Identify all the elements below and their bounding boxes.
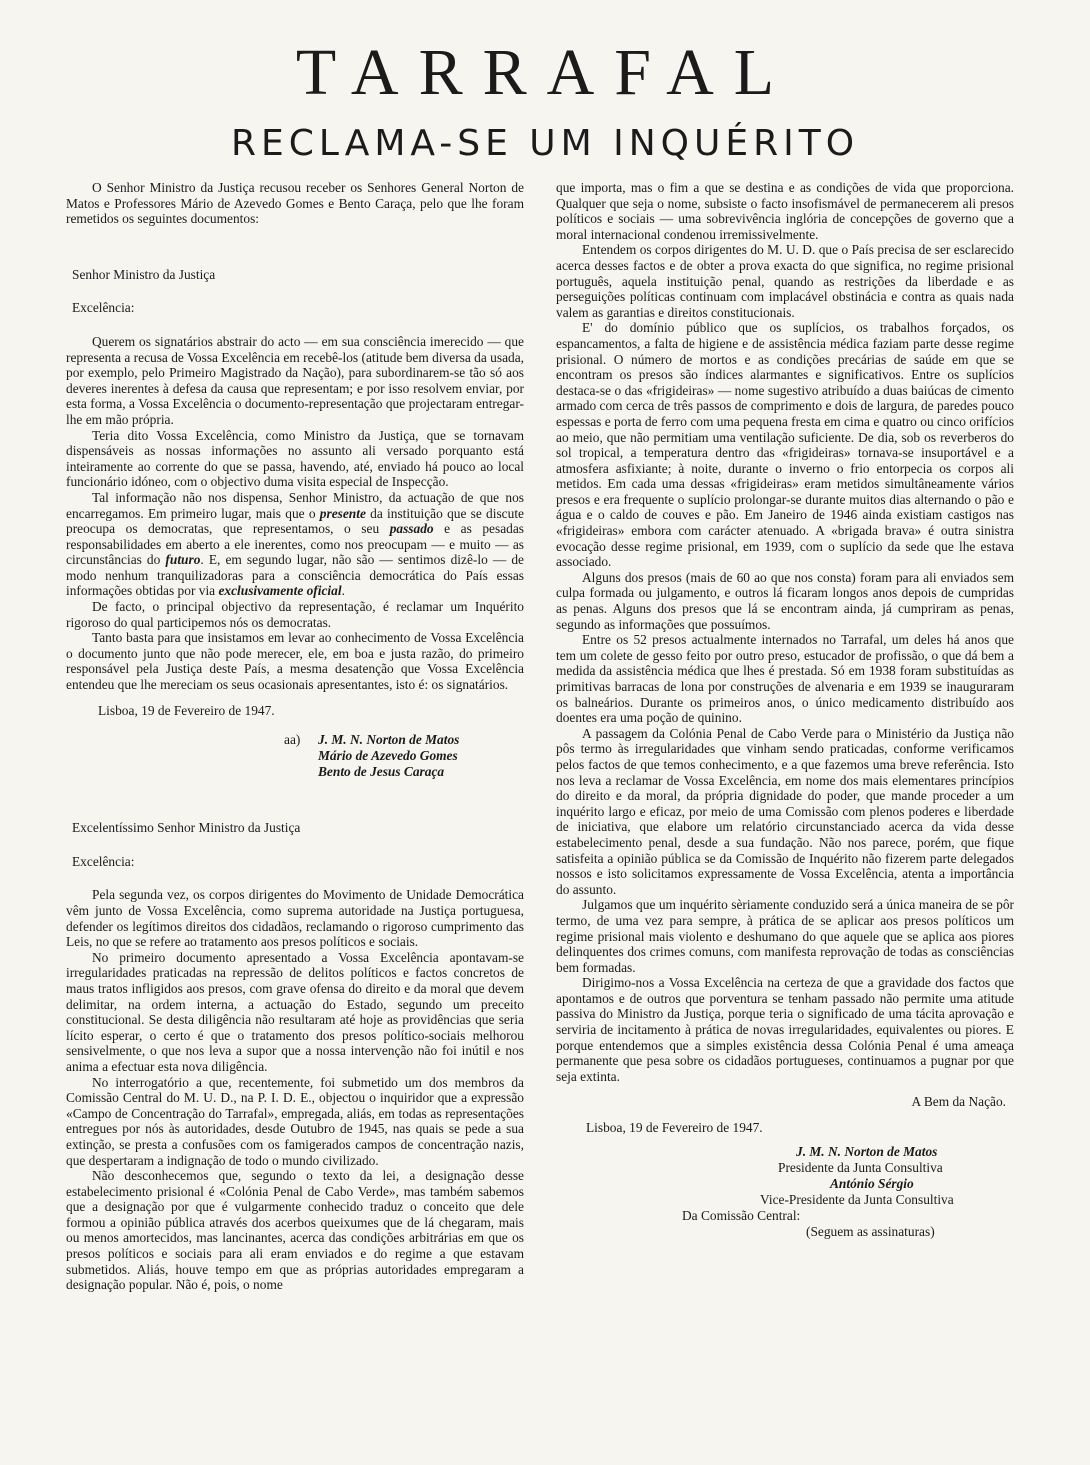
signer-name: J. M. N. Norton de Matos [318,732,460,748]
letter2-paragraph-8: Alguns dos presos (mais de 60 ao que nos consta) foram para ali enviados sem culpa formada ou julgamento, e outros lá ficaram longos anos depois de cumpridas as penas. Alguns dos presos que lá se encontram ainda, já cumpriram as penas, segundo as informações que possuímos. [556,569,1014,632]
signers-prefix: aa) [284,732,301,748]
letter1-signers [284,732,524,780]
letter2-paragraph-3: No interrogatório a que, recentemente, foi submetido um dos membros da Comissão Central do M. U. D., na P. I. D. E., objectou o inquiridor que a expressão «Campo de Concentração do Tarrafal», empregada, aliás, em todas as representações entregues por nós às autoridades, desde Outubro de 1945, nas quais se pede a sua extinção, se presta a confusões com os famigerados campos de concentração nazis, que despertaram a indignação de todo o mundo civilizado. [66,1074,524,1168]
right-column [556,180,1014,1240]
letter2-paragraph-2: No primeiro documento apresentado a Vossa Excelência apontavam-se irregularidades praticadas na repressão de delitos políticos e factos concretos de maus tratos infligidos aos presos, com grave ofensa do direito e da moral que devem delimitar, na ordem interna, a actuação do Estado, segundo um preceito constitucional. Se desta diligência não resultaram até hoje as providências que seria lícito esperar, o certo é que o tratamento dos presos político-sociais melhorou sensivelmente, o que nos leva a supor que a nossa intervenção não foi inútil e nos anima a efectuar esta nova diligência. [66,949,524,1074]
letter1-paragraph-2: Teria dito Vossa Excelência, como Ministro da Justiça, que se tornavam dispensáveis as nossas informações no assunto ali versado porquanto está inteiramente ao corrente do que se passa, havendo, até, enviado há pouco ao local funcionário idóneo, com o objectivo duma visita especial de Inspecção. [66,427,524,490]
signatures-note: (Seguem as assinaturas) [806,1223,935,1239]
page-subtitle: RECLAMA-SE UM INQUÉRITO [230,123,860,164]
letter2-date: Lisboa, 19 de Fevereiro de 1947. [586,1120,763,1136]
signer-name: António Sérgio [830,1175,914,1191]
letter2-salutation: Excelentíssimo Senhor Ministro da Justiça [72,820,301,836]
letter2-greeting: Excelência: [72,853,135,869]
signer-name: Bento de Jesus Caraça [318,764,445,780]
letter2-paragraph-1: Pela segunda vez, os corpos dirigentes do Movimento de Unidade Democrática vêm junto de Vossa Excelência, como suprema autoridade na Justiça portuguesa, defender os legítimos direitos dos cidadãos, reclamando o rigoroso cumprimento das Leis, no que se refere ao tratamento aos presos políticos e sociais. [66,887,524,950]
signer-role: Presidente da Junta Consultiva [778,1159,943,1175]
left-column [66,180,524,1293]
page-title: TARRAFAL [295,36,795,109]
letter2-paragraph-9: Entre os 52 presos actualmente internados no Tarrafal, um deles há anos que tem um colete de gesso feito por outro preso, estucador de profissão, o que dá bem a medida da assistência médica que lhes é prestada. Só em 1938 foram substituídas as primitivas barracas de lona por construções de alvenaria e em 1939 se inauguraram os balneários. Durante os primeiros anos, o único medicamento distribuído aos doentes era uma poção de quinino. [556,632,1014,726]
signer-name: Mário de Azevedo Gomes [318,748,458,764]
commission-label: Da Comissão Central: [682,1207,801,1223]
signer-name: J. M. N. Norton de Matos [796,1143,938,1159]
intro-paragraph: O Senhor Ministro da Justiça recusou receber os Senhores General Norton de Matos e Professores Mário de Azevedo Gomes e Bento Caraça, pelo que lhe foram remetidos os seguintes documentos: [66,180,524,227]
letter1-date: Lisboa, 19 de Fevereiro de 1947. [98,702,275,718]
letter1-paragraph-3: Tal informação não nos dispensa, Senhor Ministro, da actuação de que nos encarregamos. Em primeiro lugar, mais que o presente da instituição que se discute preocupa os democratas, que representamos, o seu passado e as pesadas responsabilidades em aberto a ele inerentes, como nos preocupam — e muito — as circunstâncias do futuro. E, em segundo lugar, não são — sentimos dizê-lo — de modo nenhum tranquilizadoras para a consciência democrática do País essas informações obtidas por via exclusivamente oficial. [66,489,524,599]
letter2-paragraph-10: A passagem da Colónia Penal de Cabo Verde para o Ministério da Justiça não pôs termo às irregularidades que vinham sendo praticadas, conforme verificamos pelos factos de que temos conhecimento, e a que fazemos uma breve referência. Isto nos leva a reclamar de Vossa Excelência, em nome dos mais elementares princípios do direito e da moral, da própria dignidade do poder, que mande proceder a um inquérito largo e eficaz, por meio de uma Comissão com plenos poderes e liberdade de iniciativa, que elabore um relatório circunstanciado acerca da vida desse estabelecimento penal, desde a sua fundação. Não nos parece, porém, que fique satisfeita a opinião pública se da Comissão de Inquérito não fizerem parte delegados nossos e isto solicitamos expressamente de Vossa Excelência, atenta a importância do assunto. [556,725,1014,897]
letter2-paragraph-12: Dirigimo-nos a Vossa Excelência na certeza de que a gravidade dos factos que apontamos e de outros que porventura se tenham passado não permite uma atitude passiva do Ministro da Justiça, porque teria o significado de uma tácita aprovação e serviria de incitamento à prática de novas irregularidades, equivalentes ou piores. E porque entendemos que a simples existência dessa Colónia Penal é uma ameaça permanente que pesa sobre os cidadãos portugueses, continuamos a pugnar por que seja extinta. [556,975,1014,1084]
letter2-paragraph-4: Não desconhecemos que, segundo o texto da lei, a designação desse estabelecimento prisional é «Colónia Penal de Cabo Verde», mas também sabemos que a designação por que é vulgarmente conhecido traduz o conceito que dele formou a opinião pública através dos acerbos queixumes que de lá chegaram, mais ou menos amortecidos, mas lancinantes, acerca das condições arbitrárias em que os presos políticos e sociais para ali eram enviados e do regime a que estavam submetidos. Aliás, houve tempo em que as próprias autoridades empregaram a designação popular. Não é, pois, o nome [66,1168,524,1293]
letter2-signature-block [556,1144,1014,1240]
closing-line: A Bem da Nação. [911,1094,1006,1110]
letter1-paragraph-4: De facto, o principal objectivo da representação, é reclamar um Inquérito rigoroso do qual participemos nós os democratas. [66,599,524,630]
signer-role: Vice-Presidente da Junta Consultiva [760,1191,954,1207]
letter1-salutation: Senhor Ministro da Justiça [72,266,216,282]
letter2-paragraph-11: Julgamos que um inquérito sèriamente conduzido será a única maneira de se pôr termo, de uma vez para sempre, à prática de se aplicar aos presos políticos um regime prisional mais violento e deshumano do que aquele que se aplica aos piores delinquentes dos crimes comuns, com manifesta reprovação de todas as consciências bem formadas. [556,897,1014,975]
letter1-greeting: Excelência: [72,300,135,316]
letter2-paragraph-7: E' do domínio público que os suplícios, os trabalhos forçados, os espancamentos, a falta de higiene e de assistência médica faziam parte desse regime prisional. O número de mortos e as condições precárias de saúde em que se encontram os presos são índices alarmantes e significativos. Entre os suplícios destaca-se o das «frigideiras» — nome sugestivo atribuído a duas baiúcas de cimento armado com cerca de três passos de comprimento e dois de largura, de paredes pouco espessas e porta de ferro com uma pequena fresta em cima e quatro ou cinco orifícios ao meio, que não permitiam uma ventilação suficiente. De dia, sob os reverberos do sol tropical, a temperatura dentro das «frigideiras» tornava-se insuportável e a atmosfera asfixiante; à noite, durante o inverno o frio entorpecia os corpos ali metidos. Em cada uma dessas «frigideiras» eram metidos simultâneamente vários presos e era frequente o suplício prolongar-se durante muitos dias alternando o pão e água e o caldo de couves e pão. Em Janeiro de 1946 ainda existiam castigos nas «frigideiras» embora com carácter atenuado. A «brigada brava» é outra sinistra evocação desse regime prisional, em 1939, com o suplício da sede que lhe estava associado. [556,320,1014,570]
letter2-paragraph-5: que importa, mas o fim a que se destina e as condições de vida que proporciona. Qualquer que seja o nome, subsiste o facto insofismável de permanecerem ali presos políticos e sociais — uma sobrevivência inglória de concepções de governo que a moral internacional condenou irremissivelmente. [556,180,1014,242]
letter2-paragraph-6: Entendem os corpos dirigentes do M. U. D. que o País precisa de ser esclarecido acerca desses factos e de obter a prova exacta do que significa, no regime prisional português, aquela instituição penal, quando as restrições da liberdade e as perseguições políticas continuam com implacável obstinácia e contra as quais nada valem as garantias e direitos constitucionais. [556,242,1014,320]
letter1-paragraph-1: Querem os signatários abstrair do acto — em sua consciência imerecido — que representa a recusa de Vossa Excelência em recebê-los (atitude bem diversa da usada, por exemplo, pelo Primeiro Magistrado da Nação), para subordinarem-se tão só aos deveres inerentes à defesa da causa que representam; e por isso resolvem enviar, por esta forma, a Vossa Excelência o documento-representação que projectaram entregar-lhe em mão própria. [66,333,524,427]
letter1-paragraph-5: Tanto basta para que insistamos em levar ao conhecimento de Vossa Excelência o documento junto que não pode merecer, ele, em boa e justa razão, do primeiro responsável pela Justiça deste País, a mesma desatenção que Vossa Excelência entendeu que lhe mereciam os seus ocasionais apresentantes, isto é: os signatários. [66,630,524,693]
